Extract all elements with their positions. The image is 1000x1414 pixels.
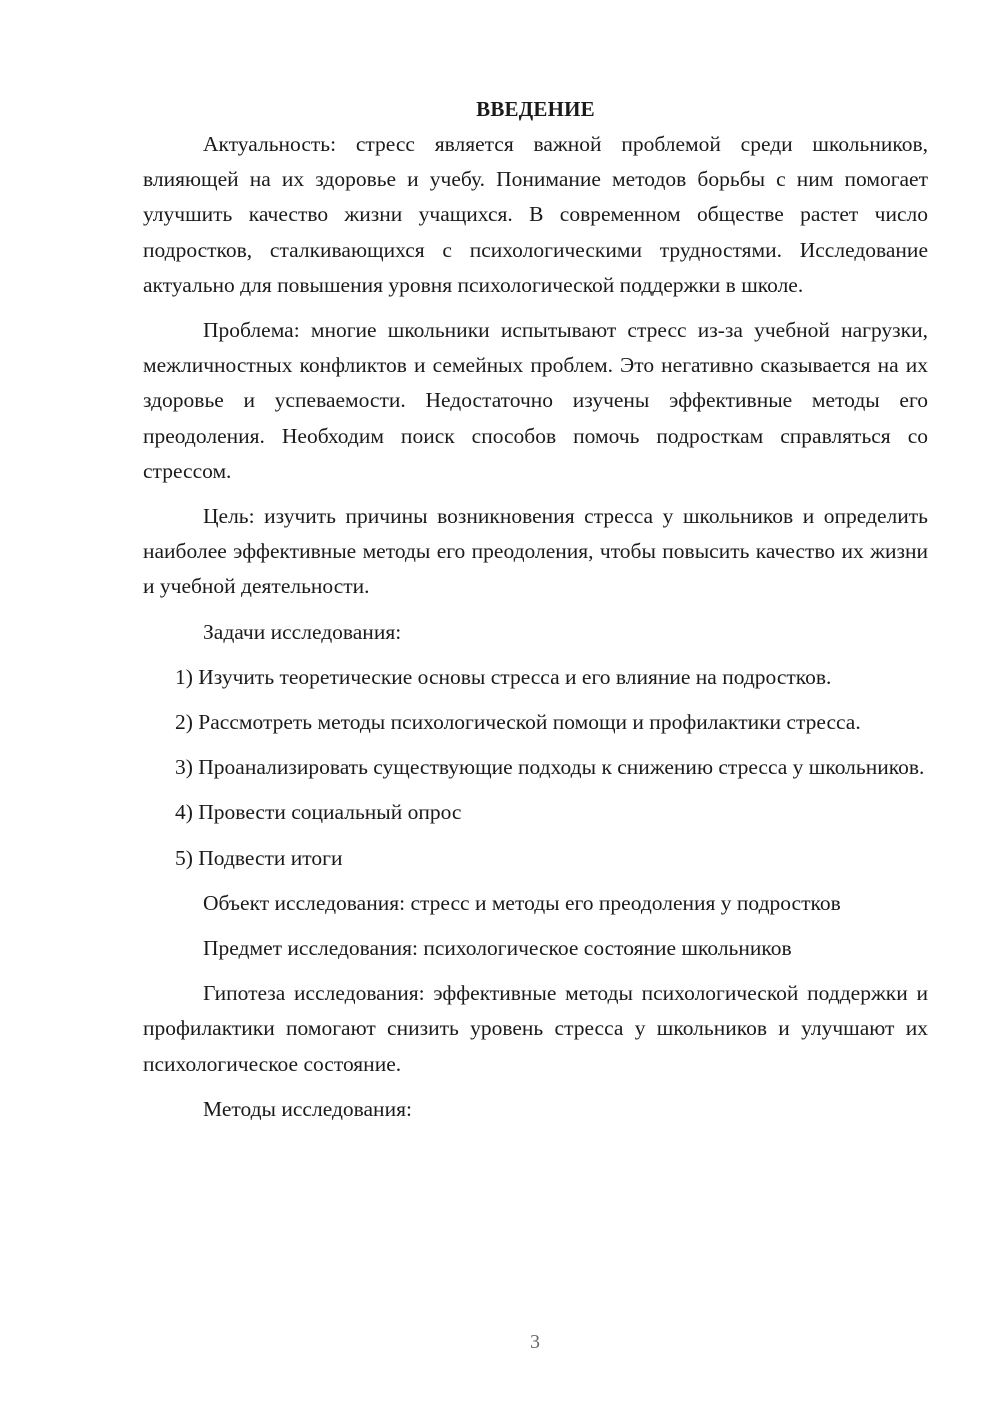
- paragraph-hypothesis: Гипотеза исследования: эффективные методы психологической поддержки и профилактики помогают снизить уровень стресса у школьников и улучшают их психологическое состояние.: [143, 981, 928, 1076]
- page-number: 3: [530, 1331, 540, 1353]
- paragraph-methods: Методы исследования:: [203, 1096, 412, 1121]
- task-item-4: 4) Провести социальный опрос: [175, 800, 462, 825]
- task-item-1: 1) Изучить теоретические основы стресса и его влияние на подростков.: [175, 664, 832, 689]
- task-item-5: 5) Подвести итоги: [175, 845, 343, 870]
- paragraph-problem: Проблема: многие школьники испытывают стресс из-за учебной нагрузки, межличностных конфликтов и семейных проблем. Это негативно сказывается на их здоровье и успеваемости. Недостаточно изучены эффективные методы его преодоления. Необходим поиск способов помочь подросткам справляться со стрессом.: [143, 318, 928, 483]
- document-title: ВВЕДЕНИЕ: [476, 97, 595, 121]
- paragraph-subject: Предмет исследования: психологическое состояние школьников: [203, 936, 792, 961]
- task-item-3: 3) Проанализировать существующие подходы к снижению стресса у школьников.: [175, 755, 925, 780]
- document-page: [143, 92, 928, 1137]
- task-item-2: 2) Рассмотреть методы психологической помощи и профилактики стресса.: [175, 710, 861, 735]
- paragraph-tasks-heading: Задачи исследования:: [203, 619, 402, 644]
- paragraph-object: Объект исследования: стресс и методы его преодоления у подростков: [203, 890, 841, 915]
- paragraph-relevance: Актуальность: стресс является важной проблемой среди школьников, влияющей на их здоровье и учебу. Понимание методов борьбы с ним помогает улучшить качество жизни учащихся. В современном обществе растет число подростков, сталкивающихся с психологическими трудностями. Исследование актуально для повышения уровня психологической поддержки в школе.: [143, 132, 928, 297]
- paragraph-goal: Цель: изучить причины возникновения стресса у школьников и определить наиболее эффективные методы его преодоления, чтобы повысить качество их жизни и учебной деятельности.: [143, 504, 928, 599]
